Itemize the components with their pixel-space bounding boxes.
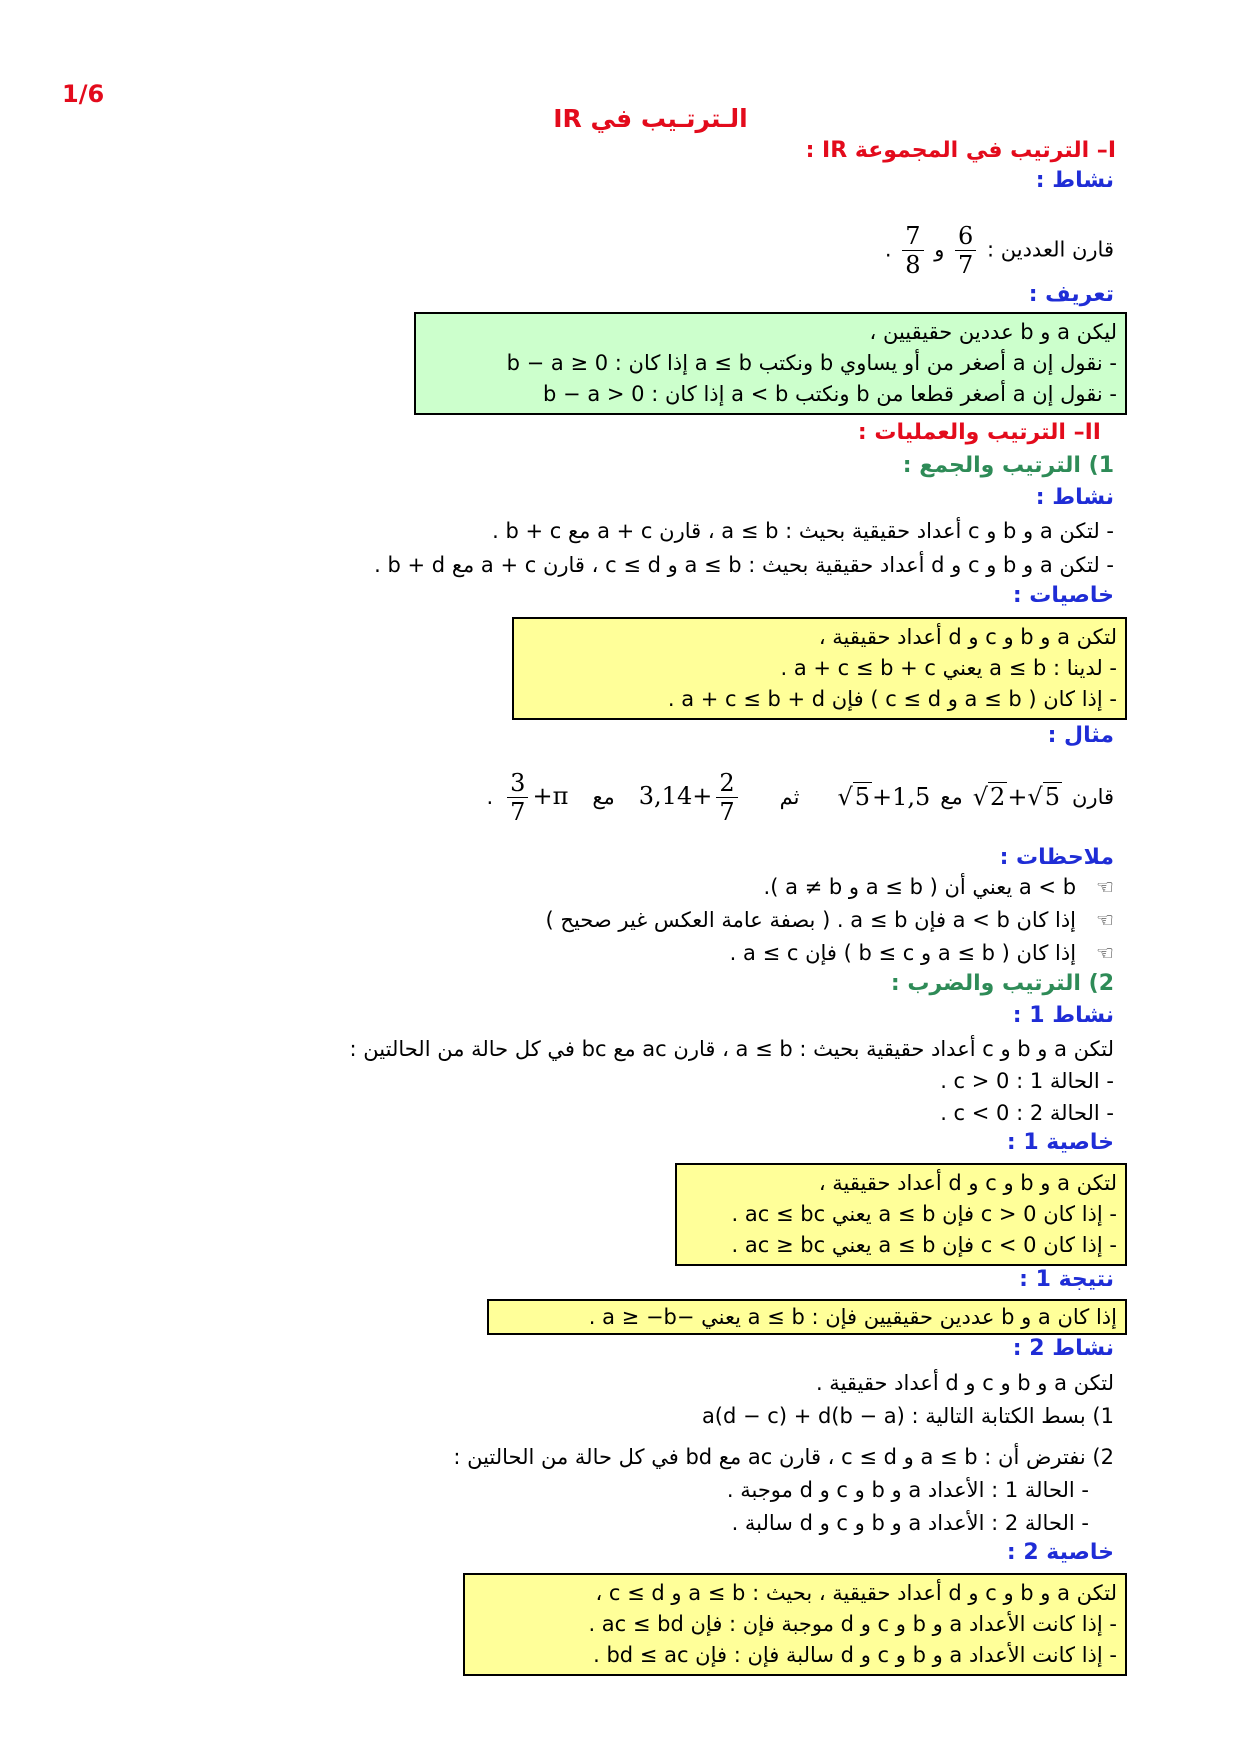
radicand: 5 (1044, 783, 1060, 811)
expression-frac-plus-pi (503, 769, 568, 826)
expression-sqrt5-plus-1-5: √5+1,5 (837, 783, 931, 811)
radicand: 2 (990, 783, 1006, 811)
activity-mul-case-2: - الحالة 2 : c < 0 . (940, 1101, 1114, 1125)
denominator: 8 (905, 251, 921, 279)
addition-prop-line-3: - إذا كان ( a ≤ b و c ≤ d ) فإن a + c ≤ b + d . (667, 687, 1117, 711)
compare-text: قارن العددين : (987, 237, 1114, 262)
hand-pointing-icon: ☜ (1096, 908, 1114, 932)
result-1-box (487, 1299, 1127, 1335)
activity-add-line-1: - لتكن a و b و c أعداد حقيقية بحيث : a ≤ b ، قارن a + c مع b + c . (492, 519, 1114, 543)
subsection-2-title: 2) الترتيب والضرب : (890, 971, 1114, 996)
property-2-line-3: - إذا كانت الأعداد a و b و c و d سالبة فإن : فإن bd ≤ ac . (593, 1643, 1117, 1667)
numerator: 2 (716, 769, 737, 798)
radicand: 5 (854, 783, 871, 811)
activity-label: نشاط : (1035, 168, 1114, 193)
definition-label: تعريف : (1028, 282, 1114, 307)
result-1-line: إذا كان a و b عددين حقيقيين فإن : a ≤ b يعني −a ≥ −b . (588, 1305, 1117, 1329)
property-1-line-1: لتكن a و b و c و d أعداد حقيقية ، (818, 1171, 1117, 1195)
example-then-text: ثم (779, 785, 800, 809)
note-2 (546, 905, 1114, 935)
example-label: مثال : (1047, 723, 1114, 748)
hand-pointing-icon: ☜ (1096, 941, 1114, 965)
result-1-label: نتيجة 1 : (1019, 1267, 1114, 1292)
addition-prop-line-1: لتكن a و b و c و d أعداد حقيقية ، (818, 625, 1117, 649)
expression-tail: +1,5 (872, 783, 931, 811)
activity-mul-line-1: لتكن a و b و c أعداد حقيقية بحيث : a ≤ b ، قارن ac مع bc في كل حالة من الحالتين : (349, 1037, 1114, 1061)
addition-properties-box (512, 617, 1127, 720)
activity-2-line-1: لتكن a و b و c و d أعداد حقيقية . (815, 1371, 1114, 1395)
note-text: إذا كان a < b فإن a ≤ b . ( بصفة عامة العكس غير صحيح ) (545, 908, 1077, 932)
subsection-1-title: 1) الترتيب والجمع : (902, 453, 1114, 478)
fraction-3-7 (507, 769, 528, 826)
notes-label: ملاحظات : (999, 845, 1114, 870)
example-with-text: مع (940, 785, 963, 809)
denominator: 7 (510, 797, 526, 826)
property-1-line-3: - إذا كان c < 0 فإن a ≤ b يعني ac ≥ bc . (731, 1233, 1117, 1257)
activity-2-case-1: - الحالة 1 : الأعداد a و b و c و d موجبة . (726, 1478, 1089, 1502)
example-line: قارن √2+√5 مع √5+1,5 ثم 3,14+ $\frac{2}{7}$ مع $\frac{3}{7}$ +π . (486, 768, 1114, 826)
fraction-6-7 (955, 222, 976, 279)
note-text: a < b يعني أن ( a ≤ b و a ≠ b ). (763, 875, 1077, 899)
hand-pointing-icon: ☜ (1096, 875, 1114, 899)
page-title: الـترتـيب في IR (553, 104, 748, 133)
note-text: إذا كان ( a ≤ b و b ≤ c ) فإن a ≤ c . (729, 941, 1077, 965)
numerator: 3 (507, 769, 528, 798)
expression-tail: +π (532, 781, 569, 810)
property-1-box (675, 1163, 1127, 1266)
fraction-7-8 (902, 222, 923, 279)
activity-mul-case-1: - الحالة 1 : c > 0 . (940, 1069, 1114, 1093)
section-2-title: II– الترتيب والعمليات : (857, 420, 1101, 445)
example-with-text-2: مع (592, 785, 615, 809)
property-2-line-1: لتكن a و b و c و d أعداد حقيقية ، بحيث : a ≤ b و c ≤ d ، (595, 1581, 1117, 1605)
property-1-label: خاصية 1 : (1006, 1130, 1114, 1155)
denominator: 7 (719, 797, 735, 826)
expression-head: 3,14+ (638, 781, 713, 810)
definition-box (414, 312, 1127, 415)
property-2-label: خاصية 2 : (1006, 1540, 1114, 1565)
note-1 (764, 872, 1114, 902)
property-2-box (463, 1573, 1127, 1676)
property-1-line-2: - إذا كان c > 0 فإن a ≤ b يعني ac ≤ bc . (731, 1202, 1117, 1226)
section-1-title: I– الترتيب في المجموعة IR : (805, 138, 1116, 163)
fraction-2-7 (716, 769, 737, 826)
page-number: 1/6 (62, 80, 105, 108)
numerator: 6 (955, 222, 976, 251)
activity-2-label: نشاط 2 : (1012, 1336, 1114, 1361)
note-3 (730, 938, 1114, 968)
addition-prop-line-2: - لدينا : a ≤ b يعني a + c ≤ b + c . (780, 656, 1117, 680)
activity-add-line-2: - لتكن a و b و c و d أعداد حقيقية بحيث : a ≤ b و c ≤ d ، قارن a + c مع b + d . (374, 553, 1114, 577)
denominator: 7 (958, 251, 974, 279)
properties-label: خاصيات : (1012, 583, 1114, 608)
numerator: 7 (902, 222, 923, 251)
expression-3-14-plus-frac (639, 769, 742, 826)
property-2-line-2: - إذا كانت الأعداد a و b و c و d موجبة فإن : فإن ac ≤ bd . (588, 1612, 1117, 1636)
definition-line-2: - نقول إن a أصغر من أو يساوي b ونكتب a ≤ b إذا كان : 0 ≤ b − a (506, 351, 1117, 375)
compare-fractions: قارن العددين : $\frac{6}{7}$ و $\frac{7}{8}$ . (884, 222, 1114, 279)
example-compare-text: قارن (1072, 785, 1114, 809)
expression-sqrt2-plus-sqrt5: √2+√5 (972, 783, 1060, 811)
activity-1-label: نشاط 1 : (1012, 1003, 1114, 1028)
activity-2-line-2: 1) بسط الكتابة التالية : a(d − c) + d(b − a) (701, 1404, 1114, 1428)
definition-line-3: - نقول إن a أصغر قطعا من b ونكتب a < b إذا كان : 0 < b − a (543, 382, 1117, 406)
activity-2-case-2: - الحالة 2 : الأعداد a و b و c و d سالبة . (731, 1511, 1089, 1535)
activity-2-line-3: 2) نفترض أن : a ≤ b و c ≤ d ، قارن ac مع bd في كل حالة من الحالتين : (453, 1445, 1114, 1469)
definition-line-1: ليكن a و b عددين حقيقيين ، (869, 320, 1117, 344)
activity-label: نشاط : (1035, 485, 1114, 510)
